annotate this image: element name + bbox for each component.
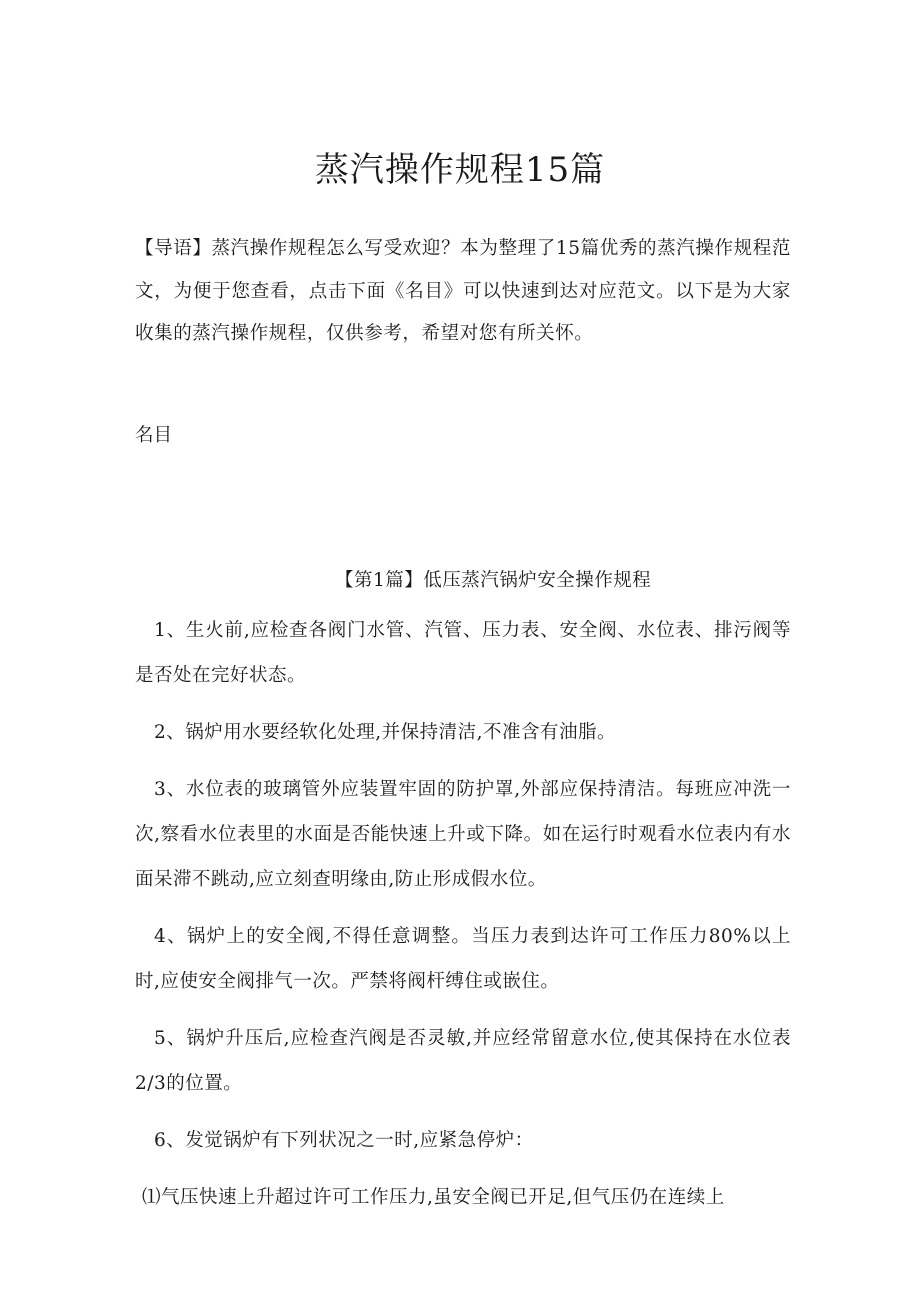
paragraph-6: 6、发觉锅炉有下列状况之一时,应紧急停炉： xyxy=(154,1130,534,1151)
paragraph-5: 5、锅炉升压后,应检查汽阀是否灵敏,并应经常留意水位,使其保持在水位表2/3的位置。 xyxy=(135,1028,791,1094)
paragraph-4: 4、锅炉上的安全阀,不得任意调整。当压力表到达许可工作压力80%以上时,应使安全阀排气一次。严禁将阀杆缚住或嵌住。 xyxy=(135,926,791,992)
intro-paragraph: 【导语】蒸汽操作规程怎么写受欢迎？本为整理了15篇优秀的蒸汽操作规程范文，为便于您查看，点击下面《名目》可以快速到达对应范文。以下是为大家收集的蒸汽操作规程，仅供参考，希望对您有所关怀。 xyxy=(135,238,791,344)
section-body xyxy=(135,608,791,1232)
paragraph-7: ⑴气压快速上升超过许可工作压力,虽安全阀已开足,但气压仍在连续上 xyxy=(142,1187,725,1208)
section-heading: 【第1篇】低压蒸汽锅炉安全操作规程 xyxy=(335,570,652,591)
paragraph-3: 3、水位表的玻璃管外应装置牢固的防护罩,外部应保持清洁。每班应冲洗一次,察看水位表里的水面是否能快速上升或下降。如在运行时观看水位表内有水面呆滞不跳动,应立刻查明缘由,防止形成假水位。 xyxy=(135,779,791,890)
paragraph-2: 2、锅炉用水要经软化处理,并保持清洁,不准含有油脂。 xyxy=(154,722,617,743)
paragraph-1: 1、生火前,应检查各阀门水管、汽管、压力表、安全阀、水位表、排污阀等是否处在完好状态。 xyxy=(135,620,791,686)
table-of-contents-label: 名目 xyxy=(135,425,173,446)
document-title: 蒸汽操作规程15篇 xyxy=(314,150,606,190)
